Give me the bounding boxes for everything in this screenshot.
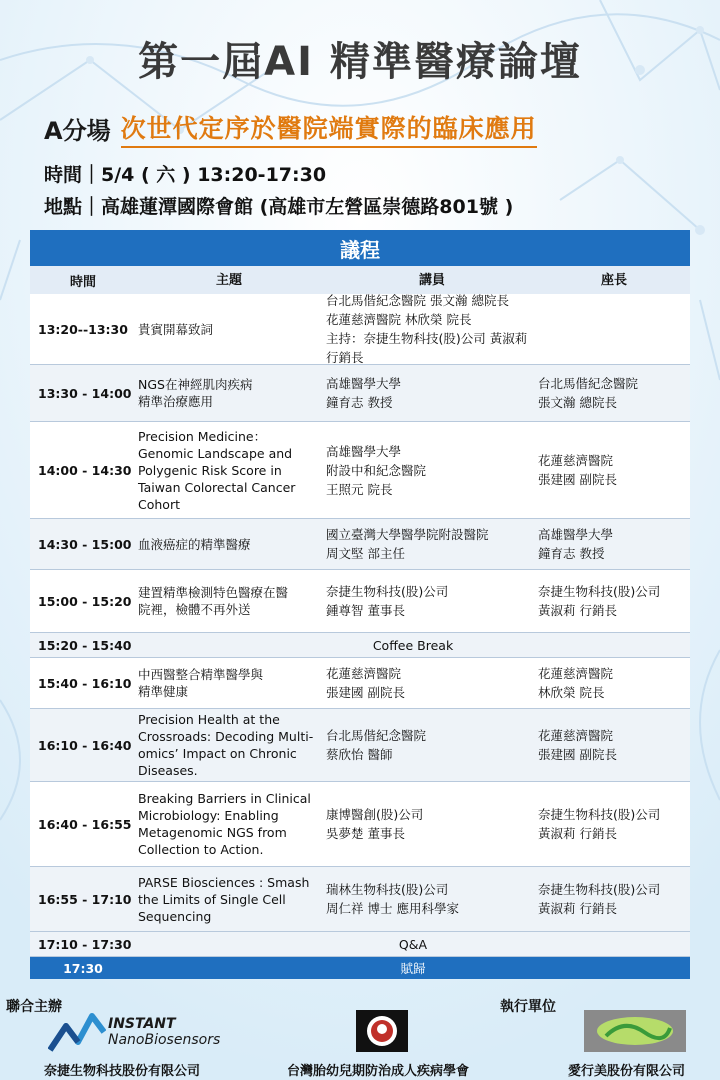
agenda-speaker (324, 291, 538, 367)
agenda-row (30, 365, 690, 422)
agenda-time: 16:10 - 16:40 (38, 737, 132, 753)
agenda-chair-line: 台北馬偕紀念醫院 (538, 376, 639, 391)
agenda-topic (136, 584, 324, 618)
agenda-speaker-line: 附設中和紀念醫院 (326, 462, 427, 478)
agenda-speaker (324, 880, 538, 918)
agenda-speaker-line: 高雄醫學大學 (326, 443, 402, 459)
agenda-topic-line: Crossroads: Decoding Multi- (138, 729, 314, 744)
nanobiosensors-brand-name: NanoBiosensors (108, 1032, 221, 1048)
column-header-time: 時間 (69, 274, 96, 290)
agenda-time: 17:10 - 17:30 (38, 936, 132, 952)
agenda-topic-line: PARSE Biosciences : Smash (138, 874, 310, 890)
agenda-time: 16:40 - 16:55 (38, 816, 132, 832)
agenda-chair (538, 664, 690, 702)
agenda-break-row (30, 633, 690, 658)
agenda-speaker-line: 鐘育志 教授 (326, 395, 393, 410)
agenda-speaker-line: 台北馬偕紀念醫院 張文瀚 總院長 (326, 293, 509, 308)
agenda-chair (538, 726, 690, 764)
agenda-speaker-line: 奈捷生物科技(股)公司 (326, 584, 449, 599)
agenda-column-headers (30, 266, 690, 294)
agenda-full-cell: Q&A (398, 936, 428, 952)
agenda-speaker-line: 國立臺灣大學醫學院附設醫院 (326, 527, 489, 542)
agenda-speaker-line: 鍾尊智 董事長 (326, 603, 405, 618)
agenda-topic-line: 中西醫整合精準醫學與 (138, 667, 264, 682)
agenda-break-row (30, 932, 690, 957)
agenda-chair-line: 張文瀚 總院長 (538, 395, 617, 410)
agenda-topic-line: Taiwan Colorectal Cancer (138, 479, 296, 495)
agenda-row (30, 867, 690, 932)
agenda-speaker (324, 442, 538, 499)
agenda-chair-line: 花蓮慈濟醫院 (538, 453, 614, 468)
agenda-chair-line: 張建國 副院長 (538, 747, 617, 762)
agenda-chair-line: 奈捷生物科技(股)公司 (538, 584, 661, 599)
session-heading (44, 108, 537, 148)
agenda-topic-line: the Limits of Single Cell (138, 891, 286, 907)
agenda-end-row (30, 957, 690, 979)
agenda-speaker-line: 主持：奈捷生物科技(股)公司 黃淑莉 行銷長 (326, 331, 528, 365)
agenda-topic (136, 376, 324, 410)
agenda-heading: 議程 (30, 230, 690, 266)
agenda-chair (538, 805, 690, 843)
agenda-topic (136, 790, 324, 858)
session-tag: A分場 (44, 116, 111, 145)
society-emblem-logo (356, 1010, 408, 1052)
agenda-topic-line: Precision Health at the (138, 712, 280, 727)
agenda-speaker-line: 蔡欣怡 醫師 (326, 747, 393, 762)
agenda-topic-line: Precision Medicine： (138, 428, 267, 444)
agenda-speaker (324, 726, 538, 764)
agenda-topic-line: 精準治療應用 (138, 394, 214, 409)
agenda-speaker (324, 374, 538, 412)
agenda-speaker-line: 花蓮慈濟醫院 林欣榮 院長 (326, 312, 472, 327)
agenda-topic-line: Genomic Landscape and (138, 445, 293, 461)
agenda-topic (136, 666, 324, 700)
co-host-label: 聯合主辦 (6, 999, 62, 1015)
agenda-row (30, 782, 690, 867)
agenda-topic (136, 536, 324, 553)
column-header-topic: 主題 (215, 272, 242, 288)
agenda-topic-line: 精準健康 (138, 684, 189, 699)
agenda-speaker-line: 周文堅 部主任 (326, 546, 405, 561)
executor-label: 執行單位 (500, 999, 556, 1015)
agenda-topic-line: 建置精準檢測特色醫療在醫 (138, 585, 289, 600)
agenda-time: 15:40 - 16:10 (38, 675, 132, 691)
agenda-full-cell: Coffee Break (372, 637, 454, 653)
agenda-time: 15:20 - 15:40 (38, 637, 132, 653)
agenda-topic-line: Breaking Barriers in Clinical (138, 791, 311, 806)
agenda-chair-line: 花蓮慈濟醫院 (538, 666, 614, 681)
agenda-topic-line: Metagenomic NGS from (138, 825, 287, 840)
agenda-chair-line: 花蓮慈濟醫院 (538, 728, 614, 743)
agenda-table (30, 230, 690, 979)
agenda-speaker (324, 525, 538, 563)
agenda-row (30, 658, 690, 709)
agenda-full-cell: 賦歸 (400, 961, 426, 976)
agenda-chair (538, 582, 690, 620)
agenda-speaker-line: 高雄醫學大學 (326, 376, 402, 391)
agenda-speaker (324, 582, 538, 620)
agenda-row (30, 422, 690, 519)
agenda-chair-line: 黃淑莉 行銷長 (538, 603, 617, 618)
agenda-time: 14:00 - 14:30 (38, 462, 132, 478)
event-place: 地點｜高雄蓮潭國際會館 (高雄市左營區崇德路801號 ) (44, 196, 514, 218)
agenda-chair-line: 鐘育志 教授 (538, 546, 605, 561)
agenda-time: 13:20--13:30 (38, 321, 128, 337)
agenda-speaker-line: 康博醫創(股)公司 (326, 807, 424, 822)
agenda-time: 16:55 - 17:10 (38, 891, 132, 907)
agenda-chair (538, 374, 690, 412)
agenda-speaker (324, 805, 538, 843)
agenda-time: 17:30 (63, 960, 103, 976)
agenda-topic-line: Sequencing (138, 908, 212, 924)
agenda-row (30, 709, 690, 782)
agenda-topic (136, 874, 324, 925)
column-header-speaker: 講員 (418, 272, 445, 288)
agenda-row (30, 570, 690, 633)
agenda-chair-line: 黃淑莉 行銷長 (538, 826, 617, 841)
agenda-topic-line: Collection to Action. (138, 842, 264, 857)
agenda-topic (136, 711, 324, 779)
agenda-chair-line: 高雄醫學大學 (538, 527, 614, 542)
agenda-chair-line: 林欣榮 院長 (538, 685, 605, 700)
agenda-speaker-line: 台北馬偕紀念醫院 (326, 728, 427, 743)
aixingmei-logo (584, 1010, 686, 1052)
agenda-speaker-line: 張建國 副院長 (326, 685, 405, 700)
agenda-speaker-line: 瑞林生物科技(股)公司 (326, 882, 449, 897)
agenda-chair-line: 黃淑莉 行銷長 (538, 901, 617, 916)
agenda-topic-line: 血液癌症的精準醫療 (138, 536, 251, 552)
agenda-speaker-line: 花蓮慈濟醫院 (326, 666, 402, 681)
agenda-chair (538, 880, 690, 918)
agenda-time: 14:30 - 15:00 (38, 536, 132, 552)
agenda-topic-line: Microbiology: Enabling (138, 808, 279, 823)
agenda-chair (538, 451, 690, 489)
page-title: 第一屆AI 精準醫療論壇 (138, 39, 582, 85)
org-society: 台灣胎幼兒期防治成人疾病學會 (287, 1064, 470, 1079)
agenda-rows (30, 294, 690, 979)
agenda-chair-line: 奈捷生物科技(股)公司 (538, 807, 661, 822)
agenda-topic-line: NGS在神經肌肉疾病 (138, 377, 253, 392)
agenda-speaker (324, 664, 538, 702)
agenda-topic (136, 428, 324, 513)
agenda-topic-line: 貴賓開幕致詞 (138, 321, 214, 337)
agenda-speaker-line: 王照元 院長 (326, 481, 393, 497)
agenda-speaker-line: 周仁祥 博士 應用科學家 (326, 901, 459, 916)
instant-nanobiosensors-logo (48, 1012, 106, 1052)
agenda-time: 13:30 - 14:00 (38, 385, 132, 401)
agenda-topic-line: Diseases. (138, 763, 198, 778)
org-aixingmei: 愛行美股份有限公司 (568, 1064, 686, 1079)
agenda-time: 15:00 - 15:20 (38, 593, 132, 609)
agenda-topic-line: omics’ Impact on Chronic (138, 746, 297, 761)
column-header-chair: 座長 (600, 272, 627, 288)
agenda-speaker-line: 吳夢楚 董事長 (326, 826, 405, 841)
agenda-topic-line: 院裡，檢體不再外送 (138, 602, 251, 617)
session-title: 次世代定序於醫院端實際的臨床應用 (121, 109, 537, 148)
agenda-row (30, 294, 690, 365)
agenda-chair (538, 525, 690, 563)
agenda-chair-line: 張建國 副院長 (538, 472, 617, 487)
agenda-row (30, 519, 690, 570)
agenda-topic-line: Polygenic Risk Score in (138, 462, 282, 478)
agenda-topic-line: Cohort (138, 496, 180, 512)
agenda-topic (136, 321, 324, 338)
agenda-chair-line: 奈捷生物科技(股)公司 (538, 882, 661, 897)
event-time: 時間｜5/4 ( 六 ) 13:20-17:30 (44, 164, 327, 186)
org-instant: 奈捷生物科技股份有限公司 (44, 1064, 201, 1079)
instant-brand-name: INSTANT (108, 1016, 176, 1032)
